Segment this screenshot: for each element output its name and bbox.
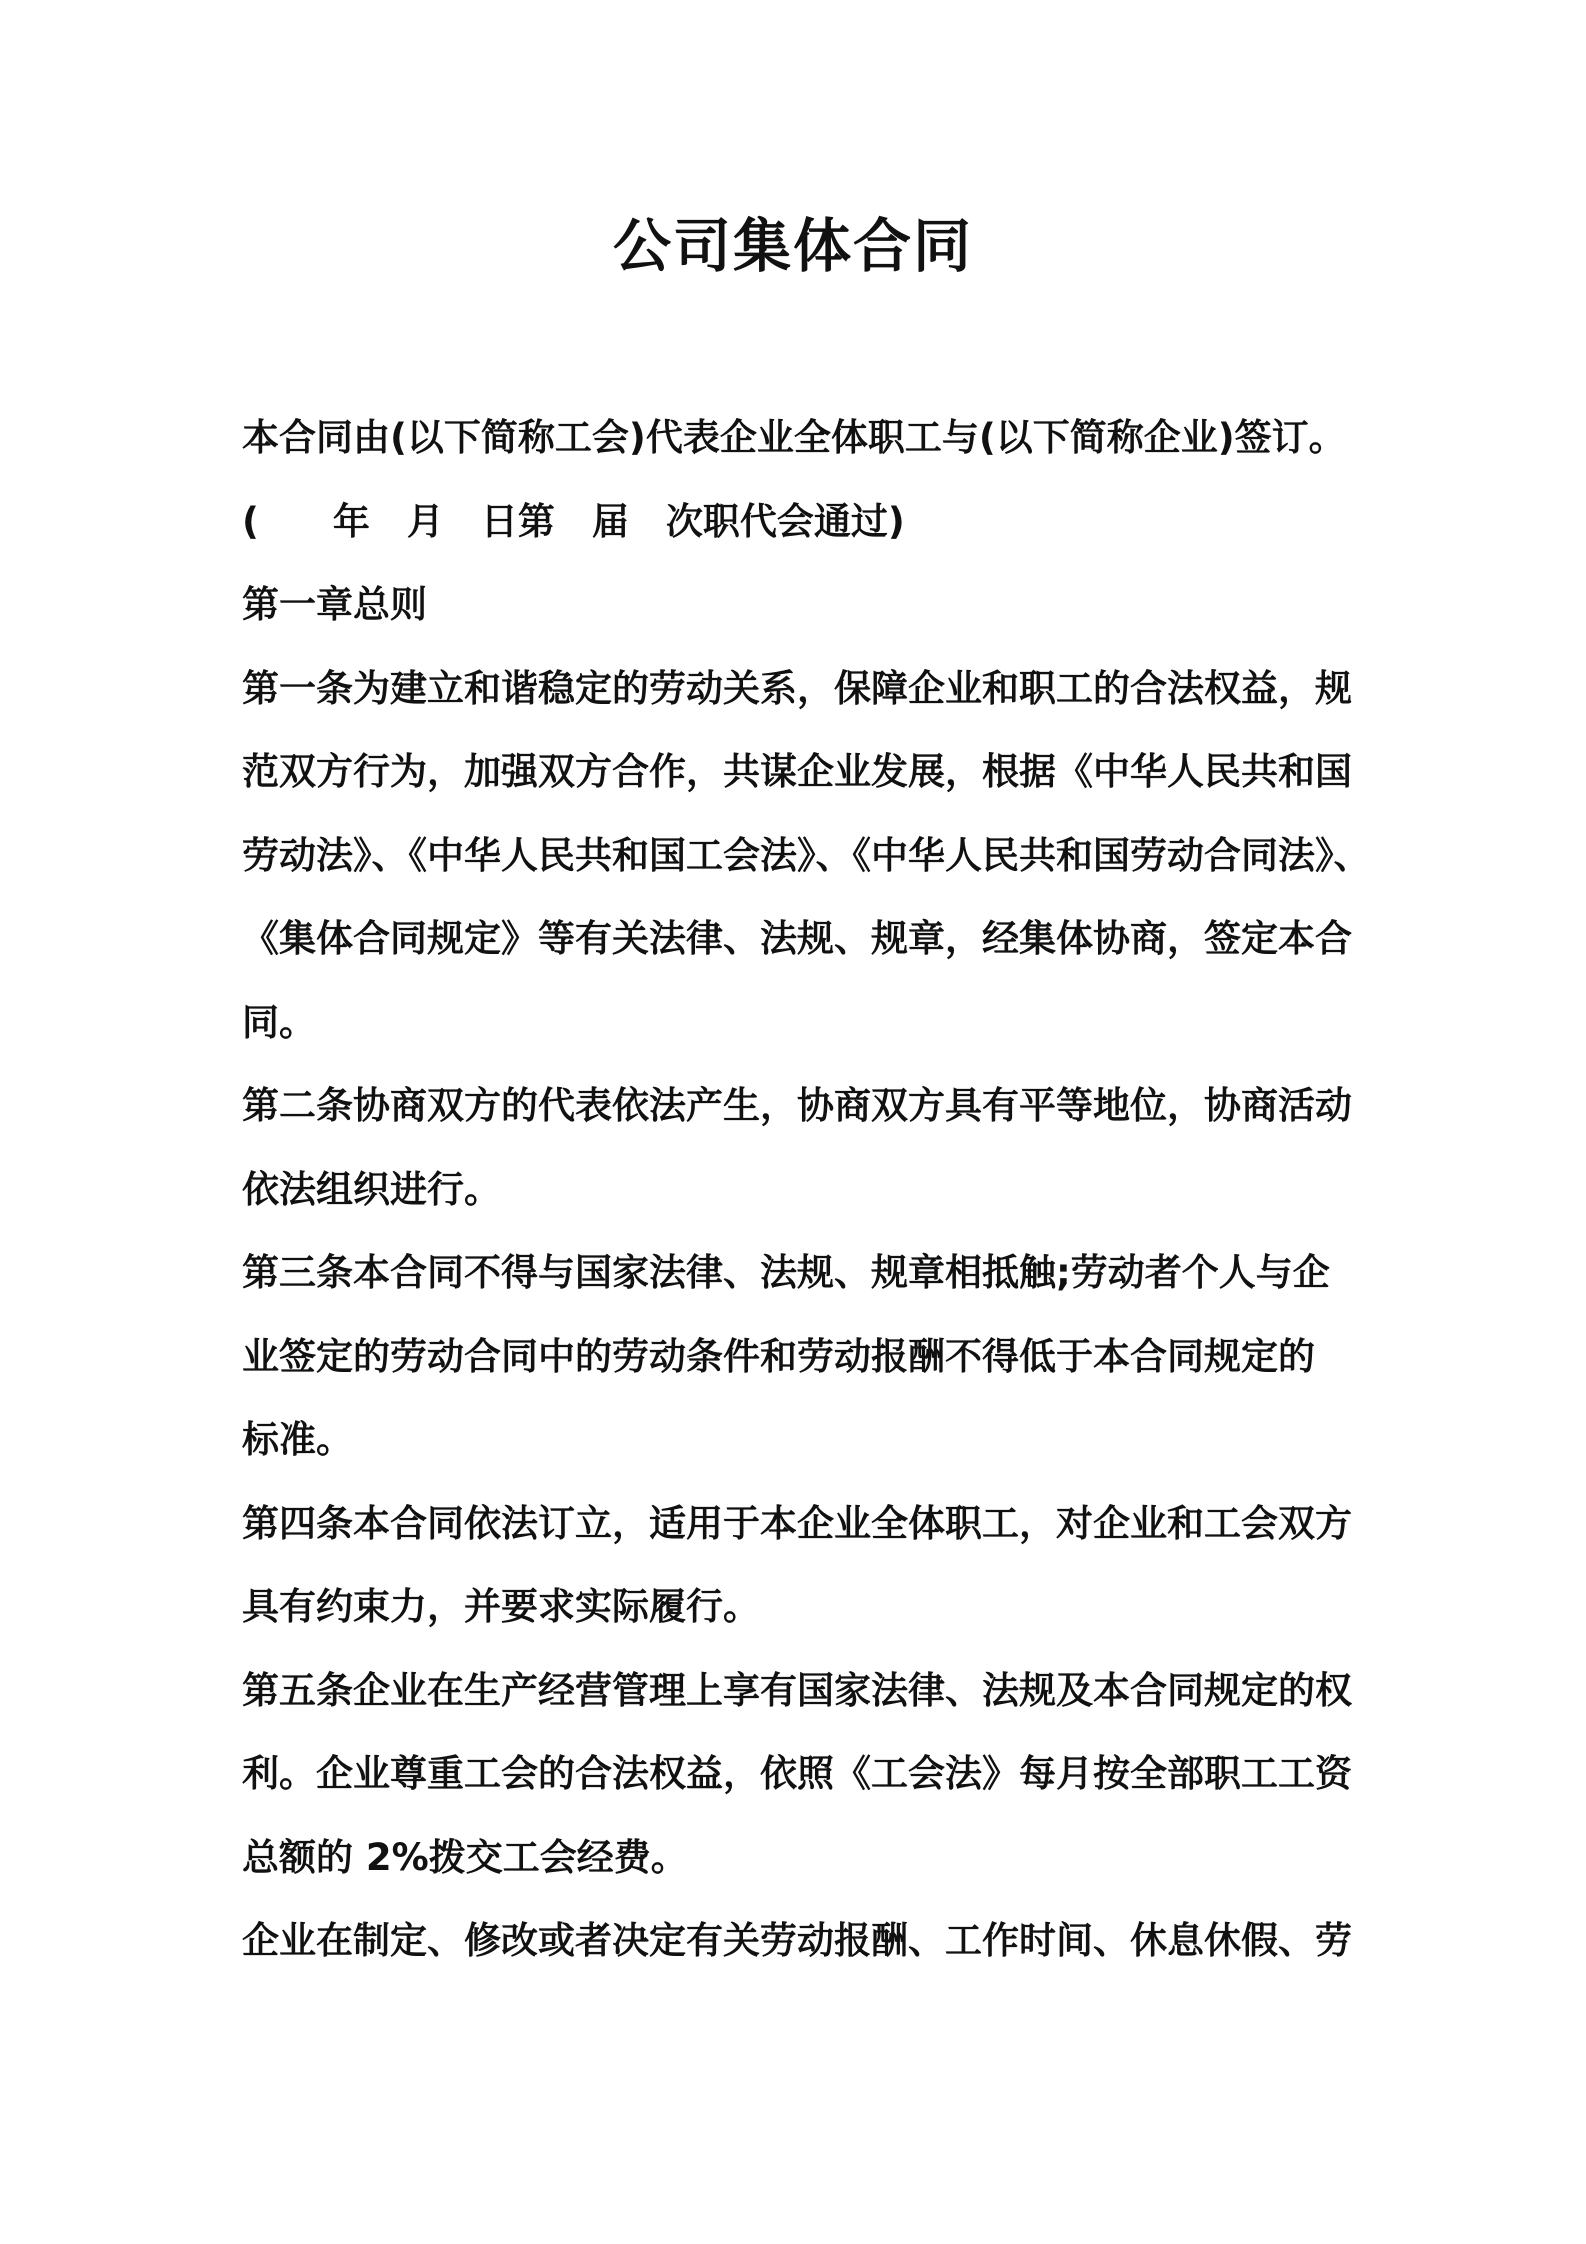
paragraph-line: 同。 [242,1000,316,1044]
paragraph-line: 具有约束力，并要求实际履行。 [242,1585,760,1628]
paragraph-line: 标准。 [242,1418,353,1461]
paragraph-line: 利。企业尊重工会的合法权益，依照《工会法》每月按全部职工工资 [242,1752,1352,1795]
document-body [242,396,1371,1983]
document-title: 公司集体合同 [612,212,973,280]
paragraph-line: 依法组织进行。 [242,1167,501,1211]
paragraph-line: 业签定的劳动合同中的劳动条件和劳动报酬不得低于本合同规定的 [242,1334,1315,1378]
chapter-heading: 第一章总则 [242,583,427,626]
paragraph-line: ( 年 月 日第 届 次职代会通过) [242,499,905,543]
paragraph-line: 本合同由(以下简称工会)代表企业全体职工与(以下简称企业)签订。 [242,416,1346,459]
paragraph-line: 劳动法》、《中华人民共和国工会法》、《中华人民共和国劳动合同法》、 [242,833,1371,877]
paragraph-line: 第五条企业在生产经营管理上享有国家法律、法规及本合同规定的权 [242,1668,1352,1712]
paragraph-line: 第三条本合同不得与国家法律、法规、规章相抵触;劳动者个人与企 [242,1251,1330,1294]
paragraph-line: 第二条协商双方的代表依法产生，协商双方具有平等地位，协商活动 [242,1084,1352,1127]
paragraph-line: 企业在制定、修改或者决定有关劳动报酬、工作时间、休息休假、劳 [242,1919,1352,1962]
paragraph-line: 《集体合同规定》等有关法律、法规、规章，经集体协商，签定本合 [242,917,1352,960]
paragraph-line: 第四条本合同依法订立，适用于本企业全体职工，对企业和工会双方 [242,1501,1352,1545]
paragraph-line: 范双方行为，加强双方合作，共谋企业发展，根据《中华人民共和国 [242,750,1352,793]
paragraph-line: 总额的 2%拨交工会经费。 [242,1835,688,1879]
paragraph-line: 第一条为建立和谐稳定的劳动关系，保障企业和职工的合法权益，规 [242,666,1352,710]
